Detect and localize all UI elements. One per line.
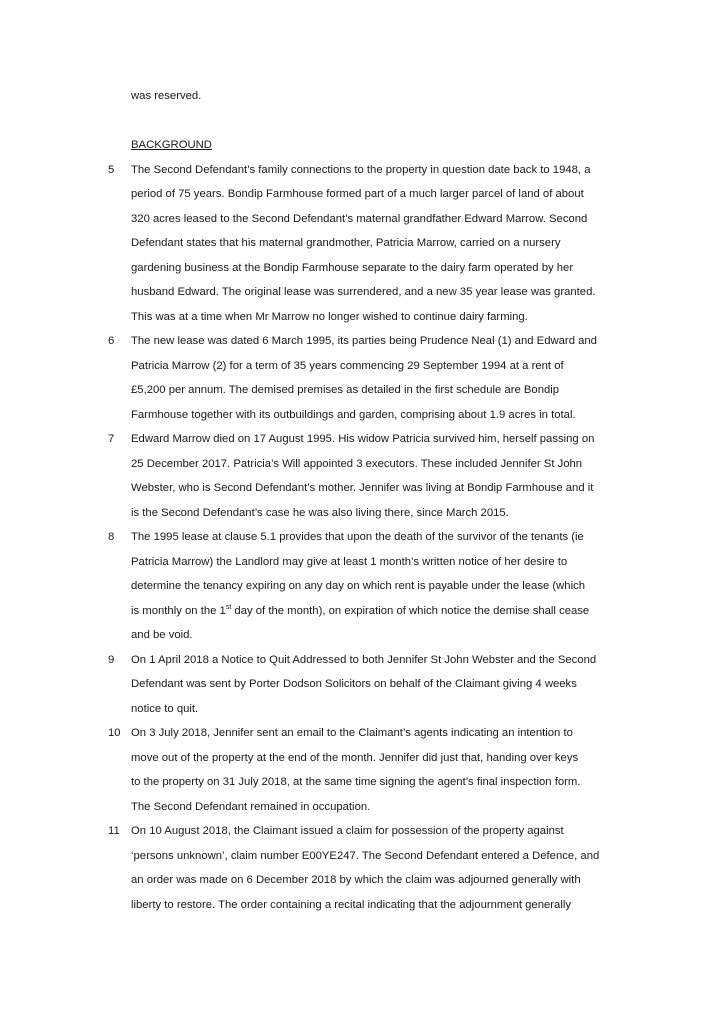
paragraph-line: liberty to restore. The order containing a recital indicating that the adjournment generally [131,899,571,911]
paragraph-line: Defendant was sent by Porter Dodson Solicitors on behalf of the Claimant giving 4 weeks [131,678,577,690]
paragraph-line: Defendant states that his maternal grandmother, Patricia Marrow, carried on a nursery [131,237,561,249]
paragraph-number: 5 [108,164,115,176]
paragraph-line: period of 75 years. Bondip Farmhouse formed part of a much larger parcel of land of about [131,188,584,200]
paragraph-number: 11 [108,825,120,837]
paragraph-line: 320 acres leased to the Second Defendant’s maternal grandfather Edward Marrow. Second [131,213,588,225]
ordinal-suffix: st [225,604,232,612]
paragraph-number: 10 [108,727,121,739]
paragraph-line: The Second Defendant’s family connections to the property in question date back to 1948, a [131,164,591,176]
paragraph-line: 25 December 2017. Patricia’s Will appointed 3 executors. These included Jennifer St John [131,458,583,470]
paragraph-line: is the Second Defendant’s case he was also living there, since March 2015. [131,507,509,519]
paragraph-line: determine the tenancy expiring on any day on which rent is payable under the lease (which [131,580,586,592]
paragraph-line: On 1 April 2018 a Notice to Quit Addressed to both Jennifer St John Webster and the Second [131,654,597,666]
paragraph-line: This was at a time when Mr Marrow no longer wished to continue dairy farming. [131,311,528,323]
paragraph-line: On 10 August 2018, the Claimant issued a claim for possession of the property against [131,825,564,837]
paragraph-line: move out of the property at the end of the month. Jennifer did just that, handing over keys [131,752,579,764]
paragraph-line: notice to quit. [131,703,199,715]
section-heading: BACKGROUND [131,139,212,151]
paragraph-line: husband Edward. The original lease was surrendered, and a new 35 year lease was granted. [131,286,596,298]
paragraph-line: £5,200 per annum. The demised premises as detailed in the first schedule are Bondip [131,384,560,396]
paragraph-line: Patricia Marrow (2) for a term of 35 years commencing 29 September 1994 at a rent of [131,360,564,372]
paragraph-line: Patricia Marrow) the Landlord may give at least 1 month’s written notice of her desire to [131,556,568,568]
line-text: is monthly on the 1 [131,605,226,617]
paragraph-line-with-superscript [131,604,589,618]
paragraph-line: an order was made on 6 December 2018 by which the claim was adjourned generally with [131,874,581,886]
paragraph-line: ‘persons unknown’, claim number E00YE247. The Second Defendant entered a Defence, and [131,850,600,862]
paragraph-line: The new lease was dated 6 March 1995, its parties being Prudence Neal (1) and Edward and [131,335,597,347]
paragraph-line: Farmhouse together with its outbuildings and garden, comprising about 1.9 acres in total. [131,409,576,421]
paragraph-number: 6 [108,335,115,347]
paragraph-line: The Second Defendant remained in occupation. [131,801,371,813]
paragraph-line: to the property on 31 July 2018, at the same time signing the agent’s final inspection form. [131,776,581,788]
intro-line: was reserved. [131,90,202,102]
paragraph-number: 9 [108,654,115,666]
paragraph-line: The 1995 lease at clause 5.1 provides that upon the death of the survivor of the tenants (ie [131,531,584,543]
paragraph-number: 7 [108,433,115,445]
paragraph-line: Webster, who is Second Defendant’s mother. Jennifer was living at Bondip Farmhouse and it [131,482,594,494]
paragraph-line: gardening business at the Bondip Farmhouse separate to the dairy farm operated by her [131,262,574,274]
paragraph-line: On 3 July 2018, Jennifer sent an email to the Claimant’s agents indicating an intention to [131,727,573,739]
line-text: day of the month), on expiration of which notice the demise shall cease [231,605,590,617]
paragraph-line: Edward Marrow died on 17 August 1995. His widow Patricia survived him, herself passing on [131,433,595,445]
paragraph-line: and be void. [131,629,193,641]
paragraph-number: 8 [108,531,115,543]
